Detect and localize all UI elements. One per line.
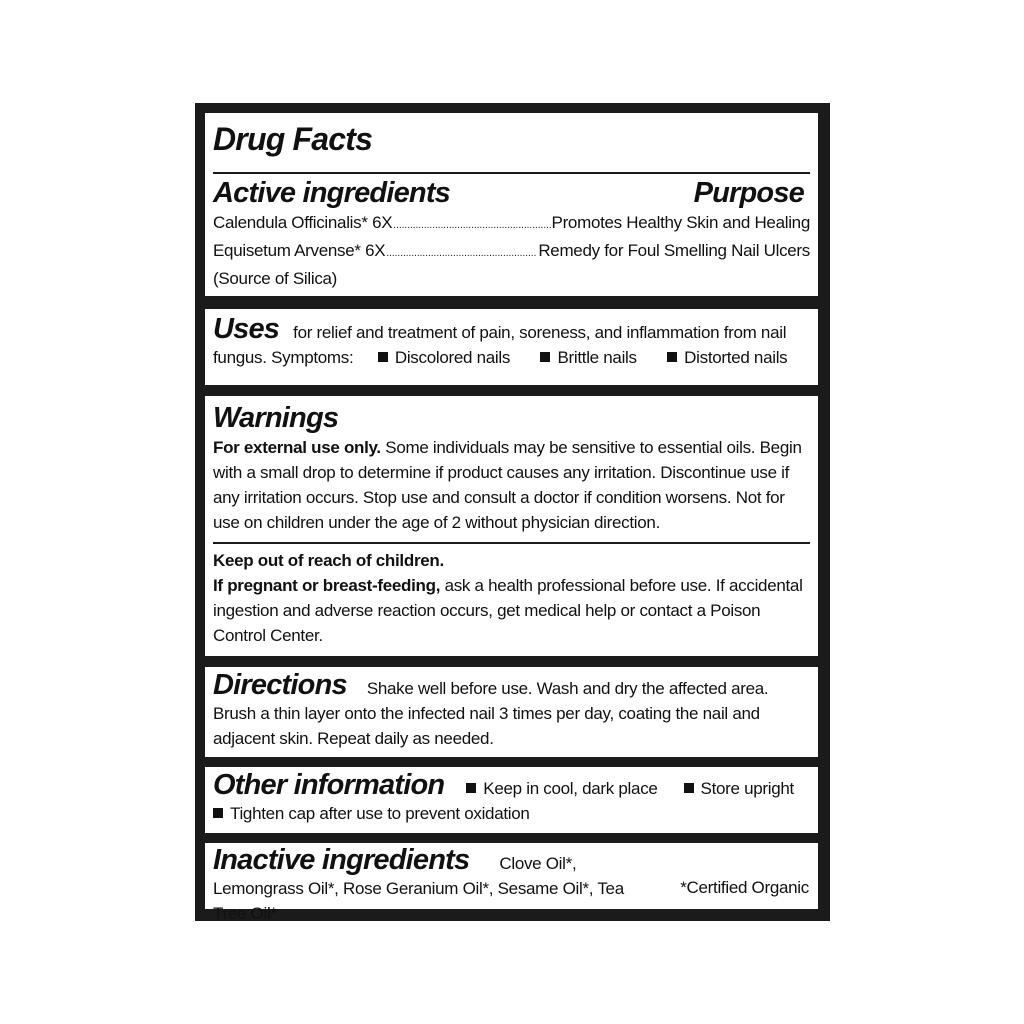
symptom-item: Distorted nails — [667, 348, 787, 367]
active-ingredients-box — [205, 113, 818, 296]
bullet-square-icon — [540, 352, 550, 362]
ingredient-row — [213, 238, 810, 266]
other-item: Tighten cap after use to prevent oxidation — [213, 804, 530, 823]
directions-heading: Directions — [213, 669, 347, 701]
uses-heading: Uses — [213, 313, 280, 345]
other-item: Keep in cool, dark place — [466, 779, 657, 798]
symptom-item: Discolored nails — [378, 348, 510, 367]
active-header-row — [213, 176, 810, 210]
uses-text: for relief and treatment of pain, soreness, and inflammation from nail fungus. Symptoms: — [213, 323, 787, 367]
certified-organic-note: *Certified Organic — [680, 878, 809, 897]
keep-out-text: Keep out of reach of children. — [213, 551, 444, 570]
ingredient-purpose: Promotes Healthy Skin and Healing — [551, 213, 810, 232]
other-item: Store upright — [684, 779, 794, 798]
other-info-paragraph — [213, 769, 810, 826]
bullet-square-icon — [667, 352, 677, 362]
bullet-square-icon — [466, 783, 476, 793]
warnings-box — [205, 396, 818, 656]
ingredient-purpose: Remedy for Foul Smelling Nail Ulcers — [538, 241, 810, 260]
directions-box — [205, 667, 818, 757]
ingredient-name: Calendula Officinalis* 6X — [213, 213, 393, 232]
directions-paragraph — [213, 669, 810, 751]
ingredient-row — [213, 210, 810, 238]
bullet-square-icon — [213, 808, 223, 818]
bullet-square-icon — [378, 352, 388, 362]
leader-dots — [386, 241, 537, 266]
silica-note: (Source of Silica) — [213, 269, 338, 288]
purpose-heading: Purpose — [693, 177, 804, 209]
other-information-heading: Other information — [213, 769, 445, 801]
directions-text: Shake well before use. Wash and dry the affected area. Brush a thin layer onto the infected nail 3 times per day, coating the nail and adjacent skin. Repeat daily as needed. — [213, 679, 769, 748]
external-use-text: Some individuals may be sensitive to essential oils. Begin with a small drop to determine if product causes any irritation. Discontinue use if any irritation occurs. Stop use and consult a doctor if condition worsens. Not for use on children under the age of 2 without physician direction. — [213, 438, 802, 532]
symptom-item: Brittle nails — [540, 348, 636, 367]
pregnant-bold: If pregnant or breast-feeding, — [213, 576, 441, 595]
external-use-paragraph — [213, 435, 810, 535]
inactive-ingredients-box — [205, 843, 818, 923]
uses-paragraph — [213, 313, 810, 370]
warnings-rule — [213, 542, 810, 544]
external-use-bold: For external use only. — [213, 438, 381, 457]
inactive-text: Clove Oil*, Lemongrass Oil*, Rose Geranium Oil*, Sesame Oil*, Tea Tree Oil* — [213, 854, 624, 923]
warnings-heading: Warnings — [213, 402, 339, 434]
pregnant-text: ask a health professional before use. If accidental ingestion and adverse reaction occurs, get medical help or contact a Poison Control Center. — [213, 576, 803, 645]
ingredient-name: Equisetum Arvense* 6X — [213, 241, 386, 260]
inactive-ingredients-heading: Inactive ingredients — [213, 844, 470, 876]
other-information-box — [205, 767, 818, 833]
bullet-square-icon — [684, 783, 694, 793]
drug-facts-title: Drug Facts — [213, 121, 373, 157]
active-ingredients-heading: Active ingredients — [213, 177, 450, 209]
uses-box — [205, 309, 818, 385]
pregnant-paragraph — [213, 573, 810, 648]
leader-dots — [393, 213, 550, 238]
drug-facts-panel — [195, 103, 830, 921]
title-rule — [213, 172, 810, 174]
